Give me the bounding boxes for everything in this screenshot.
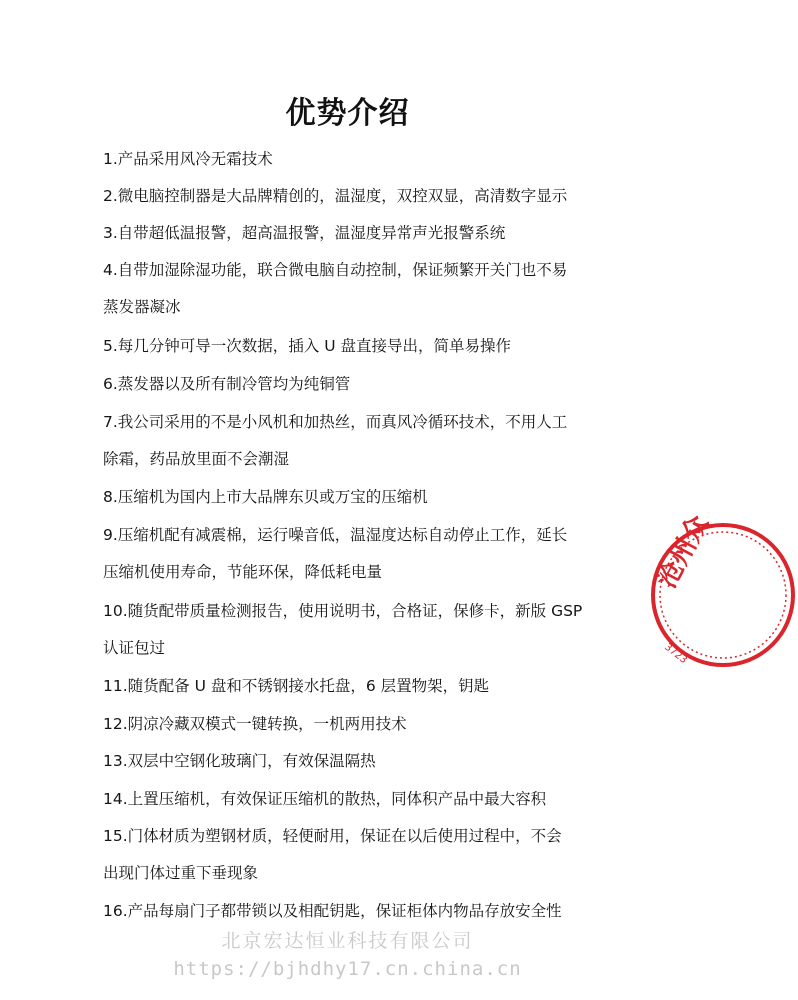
list-item [103, 517, 623, 591]
watermark-url: https://bjhdhy17.cn.china.cn [173, 958, 522, 980]
seal-text: 沧州众 [651, 510, 715, 594]
list-item [103, 328, 623, 365]
list-item [103, 479, 623, 516]
list-item-text: 5.每几分钟可导一次数据，插入 U 盘直接导出，简单易操作 [103, 337, 511, 355]
list-item [103, 893, 623, 930]
list-item [103, 818, 623, 892]
list-item-text: 15.门体材质为塑钢材质，轻便耐用，保证在以后使用过程中，不会 出现门体过重下垂现象 [103, 827, 562, 882]
list-item [103, 141, 623, 178]
list-item-text: 4.自带加湿除湿功能，联合微电脑自动控制，保证频繁开关门也不易 蒸发器凝冰 [103, 261, 568, 316]
list-item-text: 3.自带超低温报警，超高温报警，温湿度异常声光报警系统 [103, 224, 506, 242]
list-item-text: 16.产品每扇门子都带锁以及相配钥匙，保证柜体内物品存放安全性 [103, 902, 562, 920]
list-item [103, 404, 623, 478]
list-item-text: 2.微电脑控制器是大品牌精创的，温湿度，双控双显，高清数字显示 [103, 187, 568, 205]
list-item [103, 706, 623, 743]
list-item [103, 781, 623, 818]
list-item [103, 252, 623, 326]
list-item-text: 13.双层中空钢化玻璃门，有效保温隔热 [103, 752, 376, 770]
list-item-text: 1.产品采用风冷无霜技术 [103, 150, 273, 168]
list-item-text: 11.随货配备 U 盘和不锈钢接水托盘，6 层置物架，钥匙 [103, 677, 490, 695]
seal-number: 3723 [662, 641, 689, 667]
watermark-company: 北京宏达恒业科技有限公司 [221, 930, 474, 952]
company-seal [648, 510, 798, 670]
list-item-text: 8.压缩机为国内上市大品牌东贝或万宝的压缩机 [103, 488, 428, 506]
list-item [103, 668, 623, 705]
list-item-text: 10.随货配带质量检测报告，使用说明书，合格证，保修卡，新版 GSP 认证包过 [103, 602, 583, 657]
list-item-text: 14.上置压缩机，有效保证压缩机的散热，同体积产品中最大容积 [103, 790, 547, 808]
list-item [103, 593, 623, 667]
list-item-text: 9.压缩机配有减震棉，运行噪音低，温湿度达标自动停止工作，延长 压缩机使用寿命，节能环保，降低耗电量 [103, 526, 568, 581]
page-title: 优势介绍 [285, 96, 410, 131]
list-item-text: 7.我公司采用的不是小风机和加热丝，而真风冷循环技术，不用人工 除霜，药品放里面不会潮湿 [103, 413, 568, 468]
list-item [103, 743, 623, 780]
list-item [103, 215, 623, 252]
list-item-text: 12.阴凉冷藏双模式一键转换，一机两用技术 [103, 715, 407, 733]
list-item [103, 366, 623, 403]
list-item-text: 6.蒸发器以及所有制冷管均为纯铜管 [103, 375, 351, 393]
list-item [103, 178, 623, 215]
